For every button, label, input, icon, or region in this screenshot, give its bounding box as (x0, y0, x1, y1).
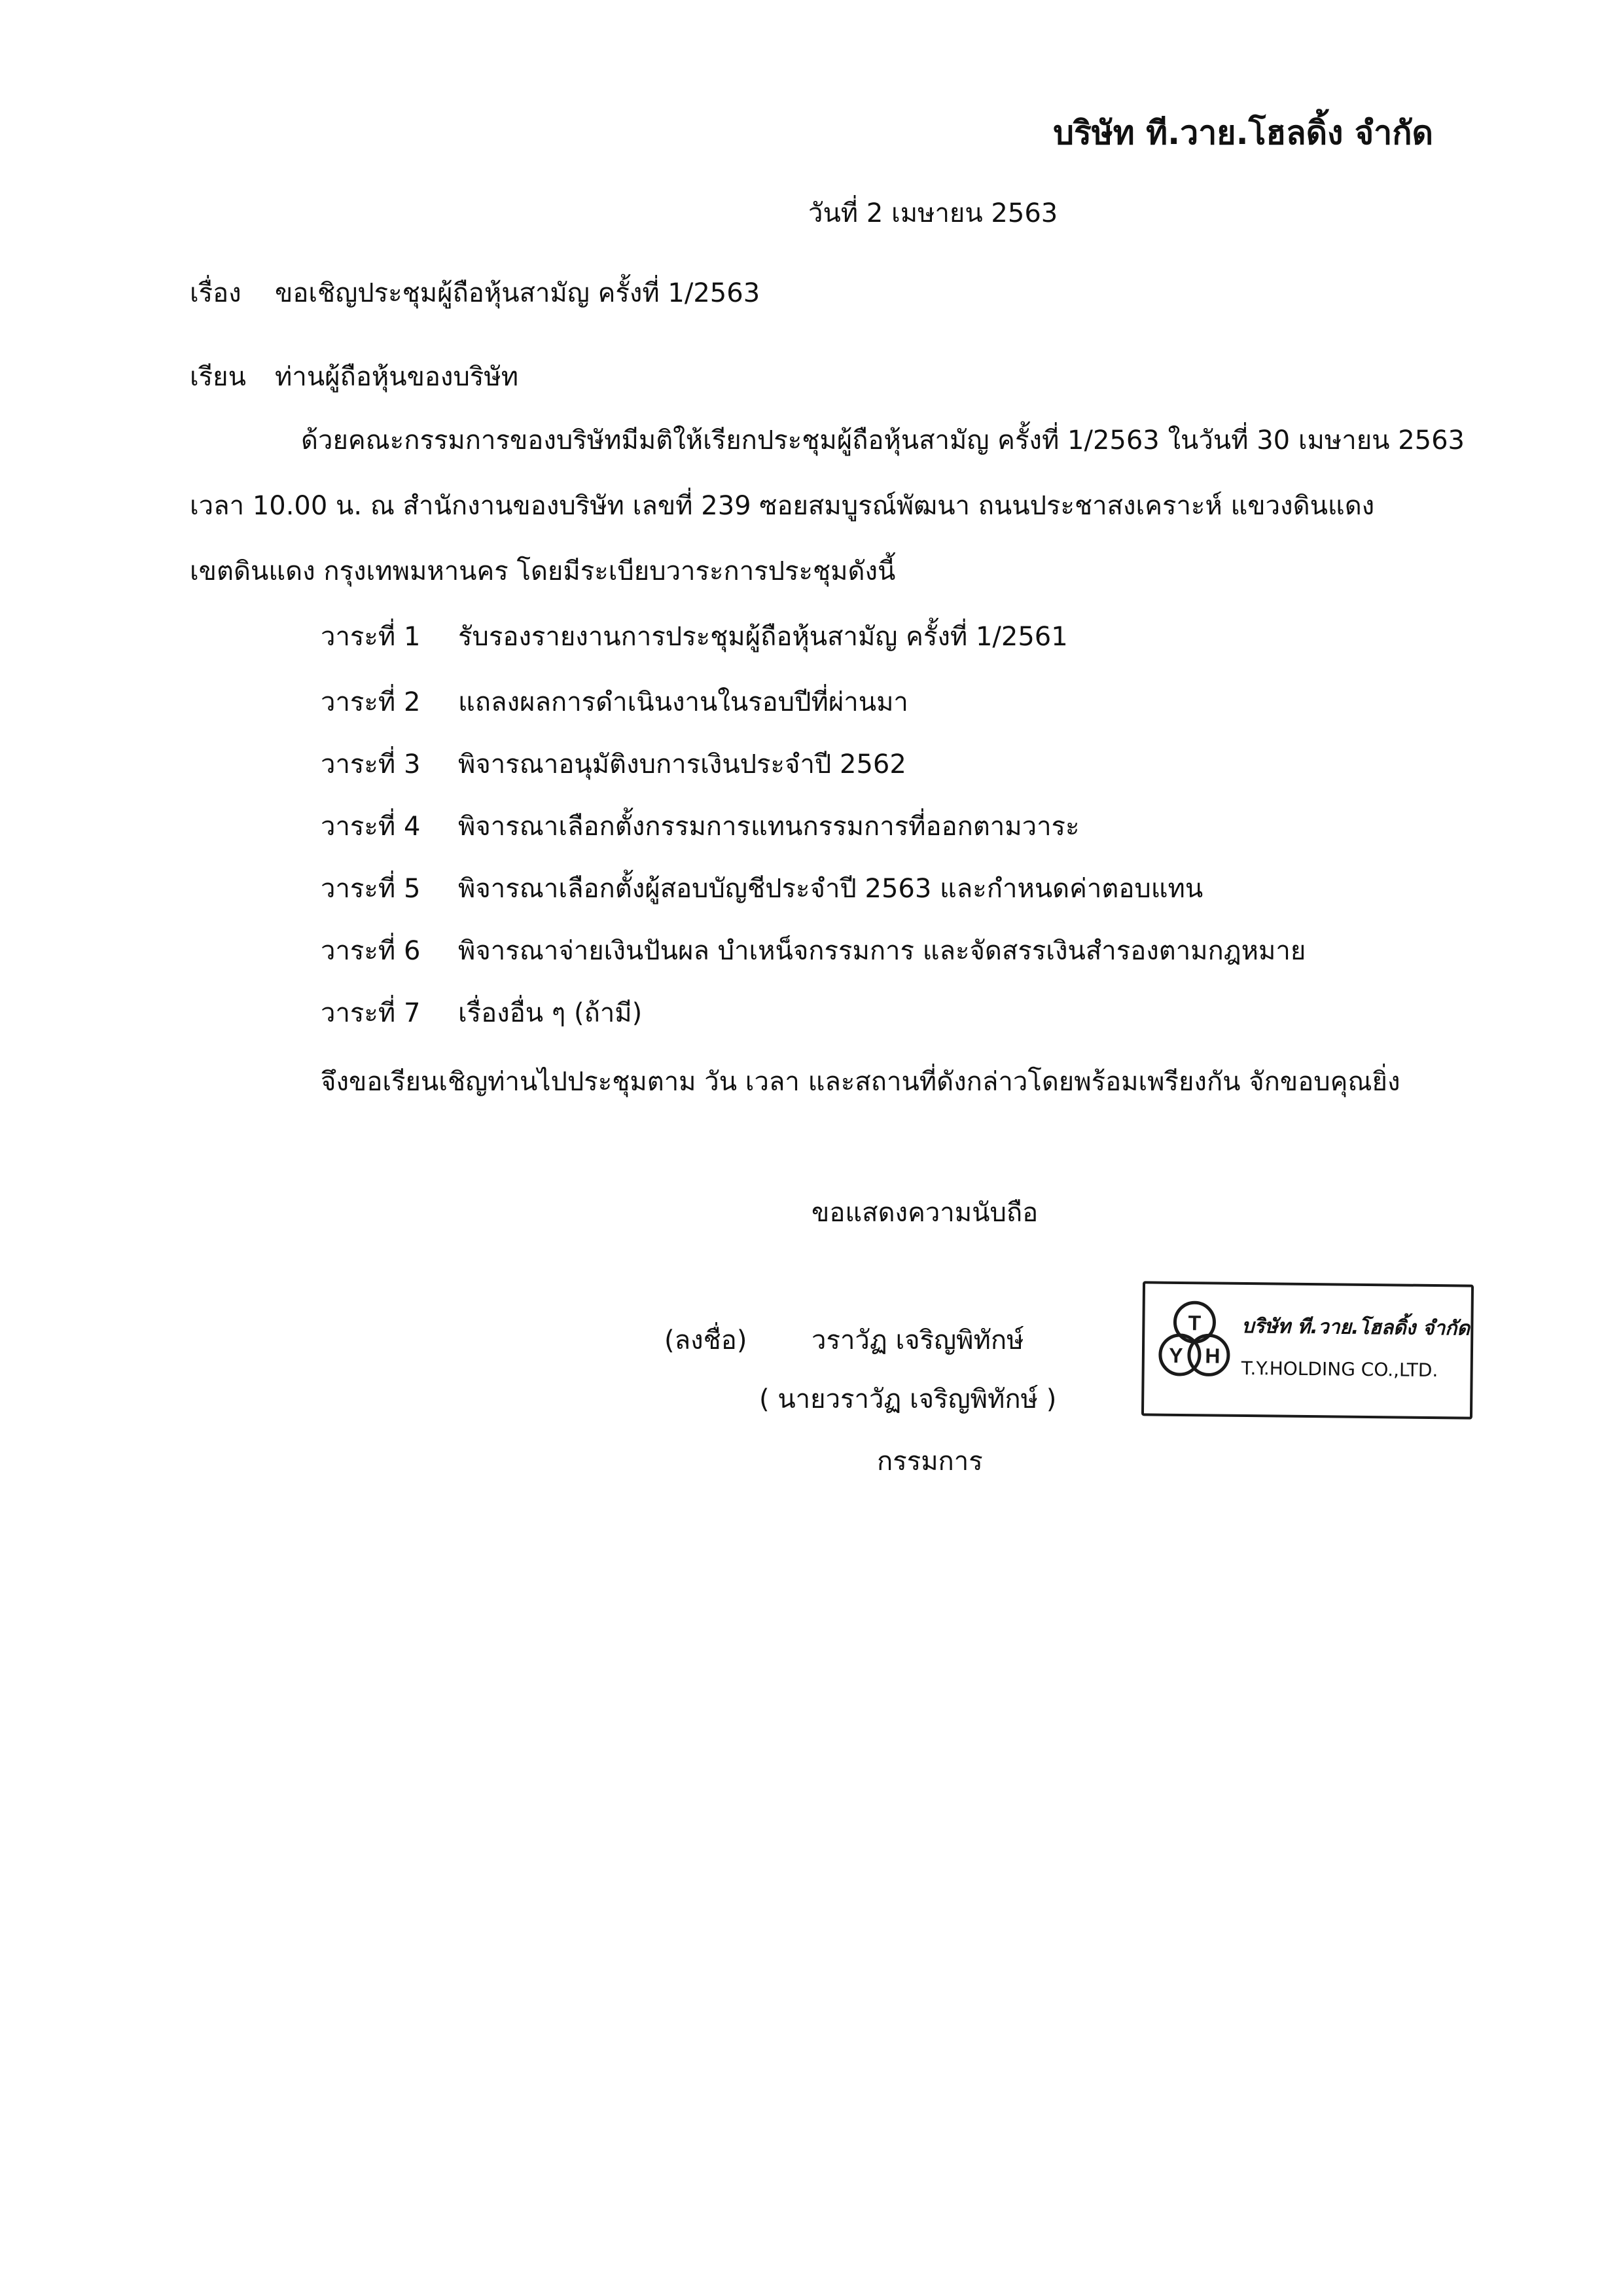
agenda-item-label: วาระที่ 3 (321, 749, 421, 780)
agenda-item (321, 808, 1080, 845)
signer-position: กรรมการ (877, 1446, 983, 1477)
agenda-item (321, 995, 642, 1031)
subject-text: ขอเชิญประชุมผู้ถือหุ้นสามัญ ครั้งที่ 1/2563 (275, 278, 760, 308)
stamp-english-name: T.Y.HOLDING CO.,LTD. (1241, 1357, 1438, 1382)
agenda-item-label: วาระที่ 4 (321, 812, 421, 842)
agenda-item-text: พิจารณาเลือกตั้งกรรมการแทนกรรมการที่ออกตามวาระ (458, 812, 1080, 842)
agenda-item (321, 746, 906, 783)
body-paragraph-line: ด้วยคณะกรรมการของบริษัทมีมติให้เรียกประชุมผู้ถือหุ้นสามัญ ครั้งที่ 1/2563 ในวันที่ 30 เมษายน 2563 (301, 425, 1465, 456)
signer-printed-name: ( นายวราวัฏ เจริญพิทักษ์ ) (759, 1384, 1057, 1414)
agenda-item (321, 870, 1203, 907)
agenda-item-text: พิจารณาเลือกตั้งผู้สอบบัญชีประจำปี 2563 และกำหนดค่าตอบแทน (458, 874, 1204, 904)
logo-letter: T (1188, 1311, 1202, 1335)
signature-prefix: (ลงชื่อ) (664, 1325, 747, 1355)
company-header: บริษัท ที.วาย.โฮลดิ้ง จำกัด (1053, 114, 1433, 152)
agenda-item-text: แถลงผลการดำเนินงานในรอบปีที่ผ่านมา (458, 687, 908, 717)
agenda-item-text: พิจารณาจ่ายเงินปันผล บำเหน็จกรรมการ และจัดสรรเงินสำรองตามกฎหมาย (458, 936, 1306, 966)
recipient-text: ท่านผู้ถือหุ้นของบริษัท (275, 362, 519, 392)
closing-paragraph: จึงขอเรียนเชิญท่านไปประชุมตาม วัน เวลา และสถานที่ดังกล่าวโดยพร้อมเพรียงกัน จักขอบคุณยิ่ง (321, 1067, 1400, 1097)
agenda-item-text: รับรองรายงานการประชุมผู้ถือหุ้นสามัญ ครั้งที่ 1/2561 (458, 622, 1068, 652)
regards-text: ขอแสดงความนับถือ (812, 1198, 1039, 1228)
agenda-item-text: เรื่องอื่น ๆ (ถ้ามี) (458, 998, 643, 1028)
agenda-item-label: วาระที่ 2 (321, 687, 421, 717)
subject-label: เรื่อง (190, 278, 241, 308)
agenda-item (321, 619, 1068, 655)
stamp-thai-name: บริษัท ที.วาย.โฮลดิ้ง จำกัด (1241, 1314, 1470, 1340)
agenda-item-label: วาระที่ 1 (321, 622, 421, 652)
recipient-label: เรียน (190, 362, 246, 392)
agenda-item-text: พิจารณาอนุมัติงบการเงินประจำปี 2562 (458, 749, 906, 780)
signer-name: วราวัฏ เจริญพิทักษ์ (812, 1325, 1024, 1355)
agenda-item (321, 684, 908, 721)
company-logo-icon (1152, 1295, 1237, 1393)
agenda-item-label: วาระที่ 5 (321, 874, 421, 904)
logo-letter: Y (1169, 1343, 1183, 1368)
body-paragraph-line: เวลา 10.00 น. ณ สำนักงานของบริษัท เลขที่ 239 ซอยสมบูรณ์พัฒนา ถนนประชาสงเคราะห์ แขวงดินแดง (190, 491, 1375, 521)
body-paragraph-line: เขตดินแดง กรุงเทพมหานคร โดยมีระเบียบวาระการประชุมดังนี้ (190, 556, 896, 586)
company-stamp (1141, 1281, 1474, 1419)
agenda-item (321, 933, 1306, 969)
agenda-item-label: วาระที่ 6 (321, 936, 421, 966)
agenda-item-label: วาระที่ 7 (321, 998, 421, 1028)
logo-letter: H (1205, 1344, 1221, 1368)
letter-date: วันที่ 2 เมษายน 2563 (808, 198, 1058, 228)
